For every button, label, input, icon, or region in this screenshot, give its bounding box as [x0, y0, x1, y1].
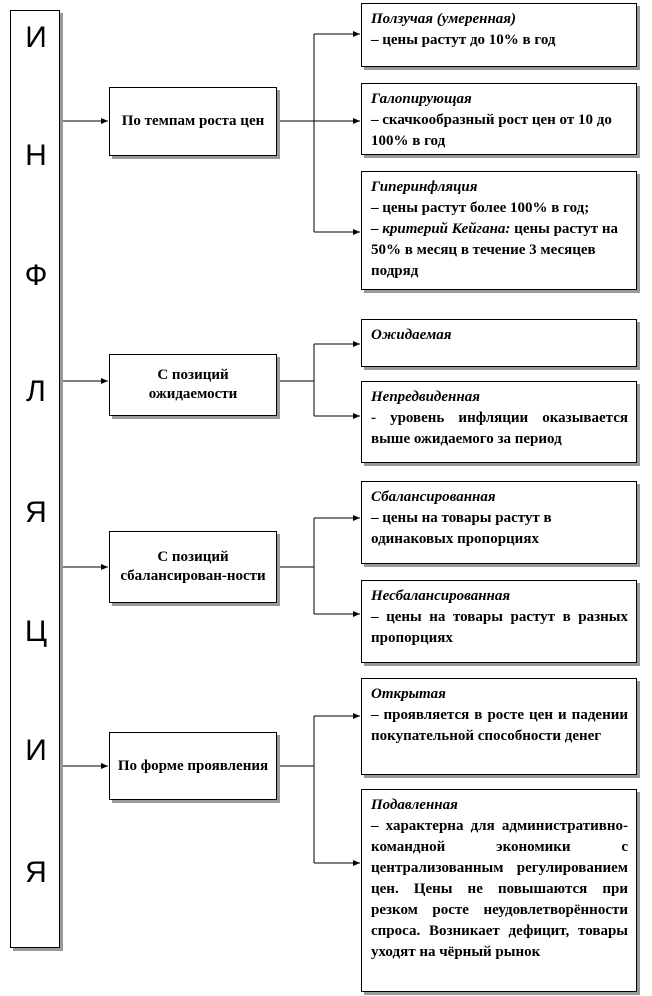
type-name: Подавленная	[371, 797, 458, 813]
type-podavlennaya	[361, 789, 637, 992]
type-description: - уровень инфляции оказывается выше ожидаемого за период	[371, 410, 628, 447]
category-label: С позиций ожидаемости	[148, 367, 238, 402]
category-expectedness	[109, 354, 277, 416]
title-letter: Ф	[24, 259, 48, 292]
type-description: – цены на товары растут в одинаковых пропорциях	[371, 510, 552, 547]
title-letter: И	[25, 734, 47, 767]
title-letter: И	[25, 21, 47, 54]
type-description: – цены растут до 10% в год	[371, 32, 556, 48]
type-galopiruyushchaya	[361, 83, 637, 155]
title-letter: Я	[25, 856, 47, 889]
type-sbalansirovannaya	[361, 481, 637, 564]
type-name: Несбалансированная	[371, 588, 511, 604]
type-name: Открытая	[371, 686, 446, 702]
type-ozhidaemaya	[361, 319, 637, 367]
type-description: – цены растут более 100% в год;	[371, 200, 590, 216]
vertical-title-box	[10, 10, 60, 948]
criterion-label: – критерий Кейгана:	[371, 221, 511, 237]
title-letter: Л	[26, 375, 46, 408]
category-label: По форме проявления	[117, 757, 269, 774]
category-form	[109, 732, 277, 800]
type-otkrytaya	[361, 678, 637, 775]
type-description: – характерна для административно-командной экономики с централизованным регулированием цен. Цены не повышаются при резком росте неудовлетворённости спроса. Возникает дефицит, товары уходят на чёрный рынок	[371, 818, 628, 960]
category-growth-rate	[109, 87, 277, 156]
title-letter: Н	[25, 139, 47, 172]
type-name: Сбалансированная	[371, 489, 496, 505]
type-name: Непредвиденная	[371, 389, 480, 405]
title-letter: Я	[25, 496, 47, 529]
category-balance	[109, 531, 277, 603]
type-nepredvidennaya	[361, 381, 637, 463]
type-description: – скачкообразный рост цен от 10 до 100% в год	[371, 112, 612, 149]
type-name: Гиперинфляция	[371, 179, 478, 195]
type-name: Ожидаемая	[371, 327, 452, 343]
category-label: С позиций сбалансирован-ности	[120, 549, 266, 584]
type-giperinflyatsiya	[361, 171, 637, 290]
type-description: – проявляется в росте цен и падении покупательной способности денег	[371, 707, 628, 744]
type-polzuchaya	[361, 3, 637, 67]
type-name: Ползучая (умеренная)	[371, 11, 516, 27]
title-letter: Ц	[24, 615, 48, 648]
type-nesbalansirovannaya	[361, 580, 637, 663]
criterion-text: цены растут на 50% в месяц в течение 3 месяцев подряд	[371, 221, 619, 279]
type-description: – цены на товары растут в разных пропорциях	[371, 609, 628, 646]
category-label: По темпам роста цен	[121, 113, 265, 129]
type-name: Галопирующая	[371, 91, 472, 107]
